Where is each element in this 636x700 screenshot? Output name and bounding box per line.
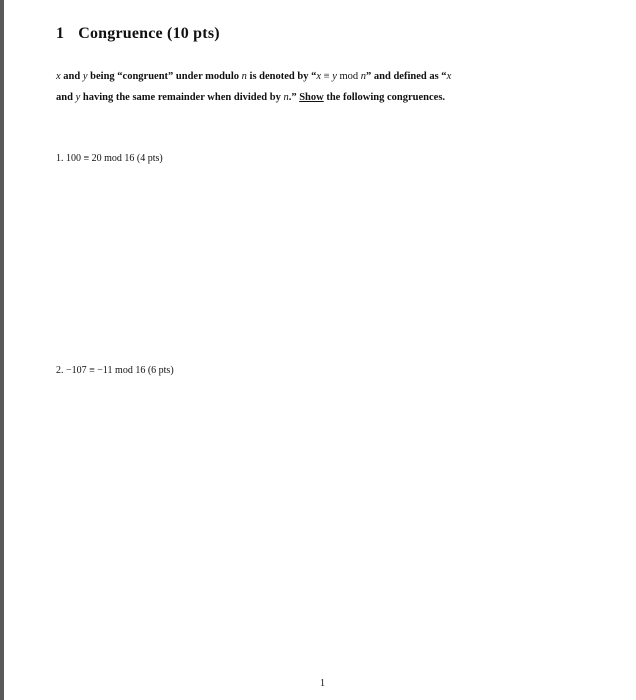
section-title [56, 25, 220, 43]
section-number: 1 [56, 25, 65, 42]
document-page [4, 0, 636, 700]
definition-paragraph: x and y being “congruent” under modulo n is denoted by “x ≡ y mod n” and defined as “x and y having the same remainder when divided by n.” Show the following congruences. [56, 71, 452, 103]
problem-item-1: 1. 100 ≡ 20 mod 16 (4 pts) [56, 153, 163, 164]
show-emphasis: Show [299, 92, 324, 103]
section-title-text: Congruence (10 pts) [78, 25, 220, 42]
page-number: 1 [320, 678, 325, 689]
problem-item-2: 2. −107 ≡ −11 mod 16 (6 pts) [56, 365, 174, 376]
